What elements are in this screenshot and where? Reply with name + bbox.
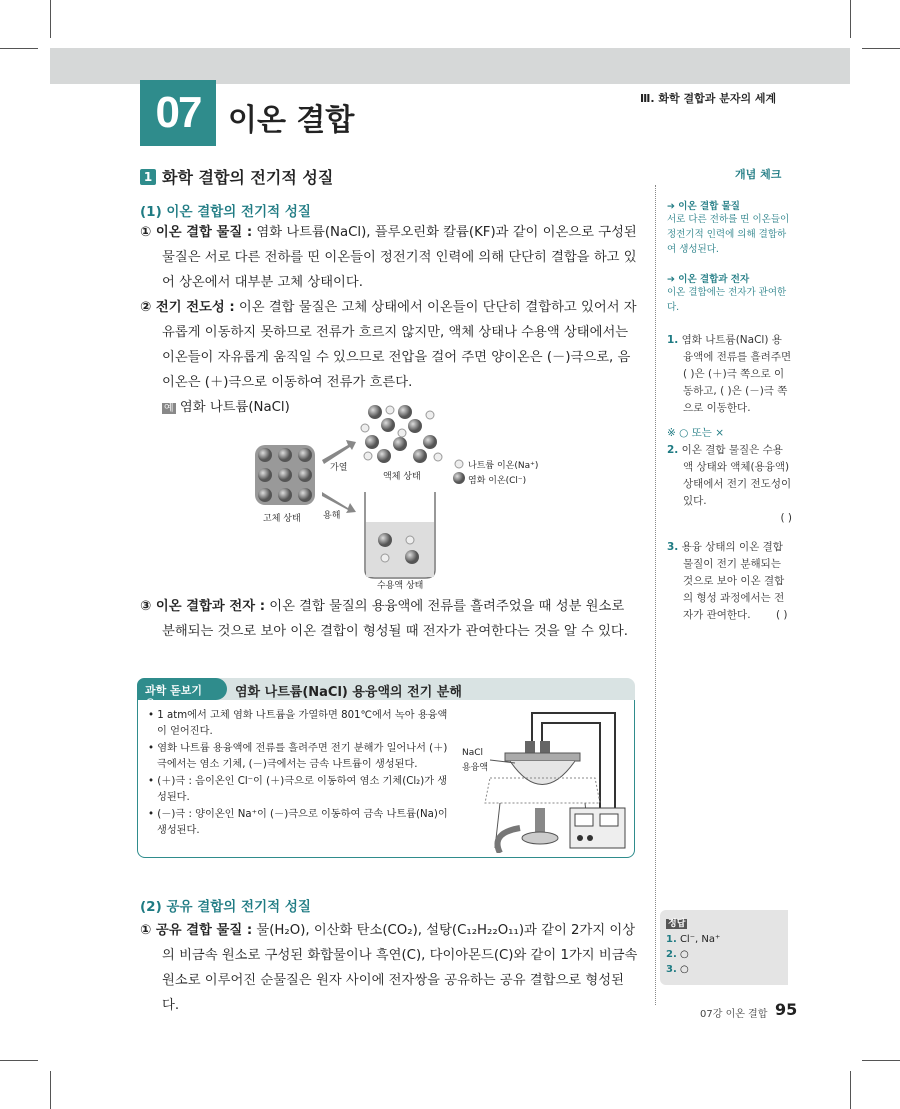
- quiz-questions: [667, 332, 792, 624]
- question-3: 3. 용융 상태의 이온 결합 물질이 전기 분해되는 것으로 보아 이온 결합의 형성 과정에서는 전자가 관여한다. ( ): [667, 541, 788, 621]
- ox-note: ※ ○ 또는 ×: [667, 427, 725, 439]
- box-tag: [137, 678, 227, 711]
- example-tag: 예: [164, 403, 174, 414]
- label-liquid: 액체 상태: [383, 472, 421, 482]
- part-title: Ⅲ. 화학 결합과 분자의 세계: [640, 92, 777, 105]
- subsection-title-2: (2) 공유 결합의 전기적 성질: [140, 899, 311, 915]
- paragraph-conductivity: [140, 295, 640, 395]
- concept-notes: [667, 198, 792, 315]
- note-text: 이온 결합에는 전자가 관여한다.: [667, 287, 787, 313]
- section-number: 1: [140, 169, 156, 185]
- label-dissolve: 용해: [323, 511, 341, 521]
- answer-1: 1. Cl⁻, Na⁺: [666, 934, 721, 945]
- answer-2: 2. ○: [666, 949, 689, 960]
- item-text: 이온 결합 물질의 용융액에 전류를 흘려주었을 때 성분 원소로 분해되는 것으로 보아 이온 결합이 형성될 때 전자가 관여한다는 것을 알 수 있다.: [162, 599, 628, 639]
- question-2: 2. 이온 결합 물질은 수용액 상태와 액체(용융액) 상태에서 전기 전도성이 있다. ( ): [667, 442, 792, 527]
- box-bullets: [148, 708, 448, 840]
- crop-mark: [850, 1071, 851, 1109]
- page-number: 95: [775, 1000, 798, 1019]
- item-text: 이온 결합 물질은 고체 상태에서 이온들이 단단히 결합하고 있어서 자유롭게 이동하지 못하므로 전류가 흐르지 않지만, 액체 상태나 수용액 상태에서는 이온들이 자유롭게 움직일 수 있으므로 전압을 걸어 주면 양이온은 (－)극으로, 음이온은 (＋)극으로 이동하여 전류가 흐른다.: [162, 300, 637, 390]
- crop-mark: [50, 1071, 51, 1109]
- item-label: ② 전기 전도성 :: [140, 300, 235, 315]
- label-aqueous: 수용액 상태: [377, 581, 424, 591]
- item-label: ① 공유 결합 물질 :: [140, 923, 253, 938]
- label-heat: 가열: [330, 463, 348, 473]
- beaker-icon: [365, 492, 435, 578]
- paragraph-covalent: [140, 918, 640, 1018]
- chloride-ion-legend-icon: [453, 472, 465, 484]
- liquid-ions-icon: [361, 405, 442, 463]
- bullet-item: • 염화 나트륨 용융액에 전류를 흘려주면 전기 분해가 일어나서 (＋)극에서는 염소 기체, (－)극에서는 금속 나트륨이 생성된다.: [148, 743, 448, 770]
- header-band: [50, 48, 850, 84]
- item-label: ① 이온 결합 물질 :: [140, 225, 253, 240]
- subsection-title-1: (1) 이온 결합의 전기적 성질: [140, 204, 311, 220]
- answer-box: [660, 910, 788, 985]
- bullet-item: • (＋)극 : 음이온인 Cl⁻이 (＋)극으로 이동하여 염소 기체(Cl₂)가 생성된다.: [148, 776, 448, 803]
- note-heading: ➔ 이온 결합과 전자: [667, 274, 750, 285]
- box-title: 염화 나트륨(NaCl) 용융액의 전기 분해: [235, 685, 462, 700]
- section-heading: [140, 165, 333, 188]
- electrolysis-apparatus-icon: [460, 708, 630, 853]
- label-nacl: NaCl: [462, 748, 484, 758]
- label-melt: 용융액: [462, 763, 489, 773]
- example-text: 염화 나트륨(NaCl): [179, 400, 290, 415]
- magnifier-icon: 🔍︎: [145, 698, 159, 711]
- paragraph-ionic-electrons: [140, 594, 640, 644]
- footer-label: 07강 이온 결합: [700, 1009, 768, 1020]
- legend-sodium: 나트륨 이온(Na⁺): [468, 461, 539, 471]
- chapter-number: 07: [140, 80, 216, 146]
- question-1: 1. 염화 나트륨(NaCl) 용융액에 전류를 흘려주면 ( )은 (＋)극 쪽으로 이동하고, ( )은 (－)극 쪽으로 이동한다.: [667, 334, 792, 414]
- answer-3: 3. ○: [666, 964, 689, 975]
- crop-mark: [0, 1060, 38, 1061]
- chapter-title: 이온 결합: [228, 103, 355, 138]
- box-tag-label: 과학 돋보기: [145, 684, 202, 697]
- bullet-item: • (－)극 : 양이온인 Na⁺이 (－)극으로 이동하여 금속 나트륨(Na)이 생성된다.: [148, 809, 448, 836]
- label-solid: 고체 상태: [263, 514, 301, 524]
- bullet-item: • 1 atm에서 고체 염화 나트륨을 가열하면 801℃에서 녹아 용융액이 얻어진다.: [148, 710, 448, 737]
- solid-crystal-icon: [255, 445, 315, 505]
- arrow-circle-icon: ➔: [667, 274, 675, 285]
- crop-mark: [862, 1060, 900, 1061]
- subsection-1-body: [140, 220, 640, 421]
- crop-mark: [0, 48, 38, 49]
- answer-title: 정답: [668, 919, 686, 929]
- sodium-ion-legend-icon: [455, 460, 463, 468]
- crop-mark: [850, 0, 851, 38]
- item-text: 물(H₂O), 이산화 탄소(CO₂), 설탕(C₁₂H₂₂O₁₁)과 같이 2가지 이상의 비금속 원소로 구성된 화합물이나 흑연(C), 다이아몬드(C)와 같이 1가지 비금속 원소로 이루어진 순물질은 원자 사이에 전자쌍을 공유하는 공유 결합으로 형성된다.: [162, 923, 638, 1013]
- section-title: 화학 결합의 전기적 성질: [162, 168, 334, 187]
- nacl-states-figure: [240, 400, 540, 590]
- legend-chloride: 염화 이온(Cl⁻): [468, 476, 527, 486]
- note-text: 서로 다른 전하를 띤 이온들이 정전기적 인력에 의해 결합하여 생성된다.: [667, 214, 790, 255]
- arrow-circle-icon: ➔: [667, 201, 675, 212]
- item-label: ③ 이온 결합과 전자 :: [140, 599, 266, 614]
- answer-blank[interactable]: ( ): [780, 512, 792, 524]
- item-text: 염화 나트륨(NaCl), 플루오린화 칼륨(KF)과 같이 이온으로 구성된 물질은 서로 다른 전하를 띤 이온들이 정전기적 인력에 의해 단단히 결합을 하고 있어 상온에서 대부분 고체 상태이다.: [162, 225, 637, 290]
- concept-check-tab: 개념 체크: [735, 168, 782, 181]
- crop-mark: [50, 0, 51, 38]
- crop-mark: [862, 48, 900, 49]
- paragraph-ionic-substance: [140, 220, 640, 295]
- note-heading: ➔ 이온 결합 물질: [667, 201, 740, 212]
